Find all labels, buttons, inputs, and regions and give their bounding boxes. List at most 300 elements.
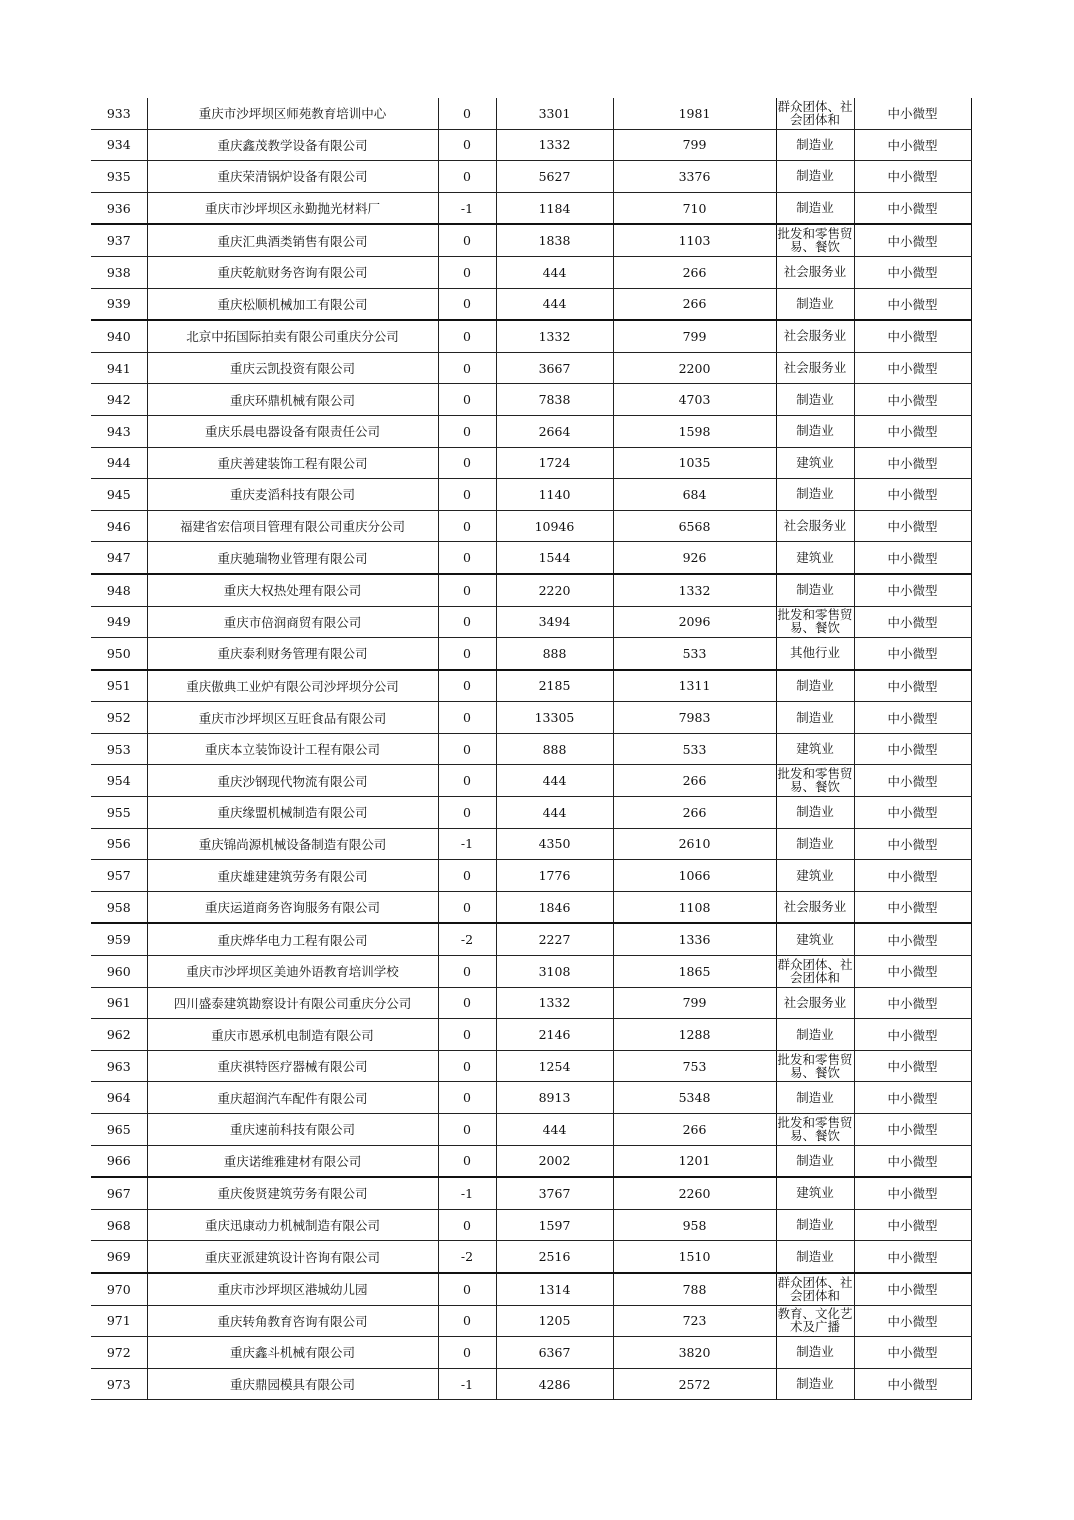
row-index-cell: 971	[91, 1305, 147, 1337]
value-change-cell: 0	[438, 987, 496, 1019]
table-row	[91, 733, 971, 765]
table-row	[91, 1177, 971, 1209]
deduction-cell: 6568	[613, 510, 776, 542]
table-row	[91, 860, 971, 892]
amount-cell: 444	[496, 256, 613, 288]
row-index-cell: 940	[91, 320, 147, 352]
value-change-cell: 0	[438, 797, 496, 829]
row-index-cell: 939	[91, 288, 147, 320]
amount-cell: 3767	[496, 1177, 613, 1209]
deduction-cell: 7983	[613, 702, 776, 734]
enterprise-type-cell: 中小微型	[854, 638, 971, 670]
deduction-cell: 266	[613, 256, 776, 288]
table-row	[91, 670, 971, 702]
row-index-cell: 942	[91, 384, 147, 416]
enterprise-type-cell: 中小微型	[854, 891, 971, 923]
company-name-cell: 重庆运道商务咨询服务有限公司	[147, 891, 438, 923]
company-name-cell: 重庆乐晨电器设备有限责任公司	[147, 415, 438, 447]
value-change-cell: 0	[438, 1114, 496, 1146]
table-row	[91, 352, 971, 384]
amount-cell: 888	[496, 733, 613, 765]
value-change-cell: 0	[438, 1305, 496, 1337]
row-index-cell: 955	[91, 797, 147, 829]
enterprise-type-cell: 中小微型	[854, 987, 971, 1019]
enterprise-type-cell: 中小微型	[854, 415, 971, 447]
company-name-cell: 重庆麦滔科技有限公司	[147, 479, 438, 511]
amount-cell: 1332	[496, 320, 613, 352]
deduction-cell: 266	[613, 797, 776, 829]
industry-text: 制造业	[796, 1152, 834, 1168]
industry-cell	[776, 1368, 854, 1400]
amount-cell: 888	[496, 638, 613, 670]
enterprise-type-cell: 中小微型	[854, 828, 971, 860]
value-change-cell: 0	[438, 320, 496, 352]
company-name-cell: 重庆善建装饰工程有限公司	[147, 447, 438, 479]
table-row	[91, 510, 971, 542]
table-row	[91, 1273, 971, 1305]
company-name-cell: 重庆鼎园模具有限公司	[147, 1368, 438, 1400]
value-change-cell: 0	[438, 129, 496, 161]
company-name-cell: 重庆祺特医疗器械有限公司	[147, 1050, 438, 1082]
company-name-cell: 重庆汇典酒类销售有限公司	[147, 224, 438, 256]
deduction-cell: 1103	[613, 224, 776, 256]
table-row	[91, 1305, 971, 1337]
amount-cell: 444	[496, 797, 613, 829]
enterprise-type-cell: 中小微型	[854, 956, 971, 988]
row-index-cell: 934	[91, 129, 147, 161]
value-change-cell: 0	[438, 1337, 496, 1369]
amount-cell: 1544	[496, 542, 613, 574]
amount-cell: 444	[496, 288, 613, 320]
industry-cell	[776, 638, 854, 670]
deduction-cell: 2096	[613, 606, 776, 638]
row-index-cell: 951	[91, 670, 147, 702]
industry-cell	[776, 479, 854, 511]
industry-cell	[776, 1209, 854, 1241]
industry-cell	[776, 891, 854, 923]
table-row	[91, 224, 971, 256]
industry-text: 制造业	[796, 1344, 834, 1360]
value-change-cell: 0	[438, 765, 496, 797]
company-name-cell: 重庆本立装饰设计工程有限公司	[147, 733, 438, 765]
industry-text: 教育、文化艺术及广播	[777, 1306, 853, 1335]
row-index-cell: 947	[91, 542, 147, 574]
amount-cell: 2220	[496, 574, 613, 606]
table-row	[91, 1050, 971, 1082]
amount-cell: 1846	[496, 891, 613, 923]
deduction-cell: 1981	[613, 98, 776, 129]
row-index-cell: 933	[91, 98, 147, 129]
value-change-cell: 0	[438, 288, 496, 320]
deduction-cell: 1035	[613, 447, 776, 479]
enterprise-type-cell: 中小微型	[854, 256, 971, 288]
deduction-cell: 753	[613, 1050, 776, 1082]
enterprise-type-cell: 中小微型	[854, 702, 971, 734]
amount-cell: 13305	[496, 702, 613, 734]
deduction-cell: 1066	[613, 860, 776, 892]
table-row	[91, 702, 971, 734]
enterprise-type-cell: 中小微型	[854, 98, 971, 129]
industry-text: 制造业	[796, 1026, 834, 1042]
industry-text: 制造业	[796, 1248, 834, 1264]
amount-cell: 444	[496, 1114, 613, 1146]
value-change-cell: -2	[438, 1241, 496, 1273]
industry-text: 建筑业	[796, 741, 834, 757]
amount-cell: 8913	[496, 1082, 613, 1114]
amount-cell: 2227	[496, 923, 613, 955]
deduction-cell: 266	[613, 1114, 776, 1146]
value-change-cell: -1	[438, 1368, 496, 1400]
industry-text: 社会服务业	[783, 899, 847, 915]
company-name-cell: 重庆傲典工业炉有限公司沙坪坝分公司	[147, 670, 438, 702]
company-name-cell: 重庆市沙坪坝区永勤抛光材料厂	[147, 192, 438, 224]
value-change-cell: 0	[438, 224, 496, 256]
row-index-cell: 943	[91, 415, 147, 447]
amount-cell: 2516	[496, 1241, 613, 1273]
table-row	[91, 415, 971, 447]
value-change-cell: -1	[438, 828, 496, 860]
row-index-cell: 964	[91, 1082, 147, 1114]
industry-cell	[776, 352, 854, 384]
table-body	[91, 98, 971, 1400]
industry-cell	[776, 1305, 854, 1337]
industry-cell	[776, 1050, 854, 1082]
company-name-cell: 重庆乾航财务咨询有限公司	[147, 256, 438, 288]
amount-cell: 4286	[496, 1368, 613, 1400]
data-sheet	[91, 98, 971, 1400]
table-row	[91, 891, 971, 923]
company-name-cell: 四川盛泰建筑勘察设计有限公司重庆分公司	[147, 987, 438, 1019]
industry-text: 社会服务业	[783, 264, 847, 280]
table-row	[91, 1114, 971, 1146]
row-index-cell: 968	[91, 1209, 147, 1241]
enterprise-type-cell: 中小微型	[854, 1368, 971, 1400]
company-name-cell: 重庆锦尚源机械设备制造有限公司	[147, 828, 438, 860]
enterprise-type-cell: 中小微型	[854, 320, 971, 352]
industry-text: 建筑业	[796, 549, 834, 565]
table-row	[91, 98, 971, 129]
row-index-cell: 969	[91, 1241, 147, 1273]
industry-text: 制造业	[796, 200, 834, 216]
industry-cell	[776, 161, 854, 193]
row-index-cell: 973	[91, 1368, 147, 1400]
company-name-cell: 重庆俊贤建筑劳务有限公司	[147, 1177, 438, 1209]
enterprise-type-cell: 中小微型	[854, 606, 971, 638]
table-row	[91, 956, 971, 988]
deduction-cell: 1865	[613, 956, 776, 988]
industry-text: 制造业	[796, 423, 834, 439]
value-change-cell: 0	[438, 256, 496, 288]
company-name-cell: 重庆松顺机械加工有限公司	[147, 288, 438, 320]
industry-cell	[776, 765, 854, 797]
table-row	[91, 765, 971, 797]
row-index-cell: 957	[91, 860, 147, 892]
table-row	[91, 638, 971, 670]
row-index-cell: 938	[91, 256, 147, 288]
company-name-cell: 重庆环鼎机械有限公司	[147, 384, 438, 416]
industry-cell	[776, 828, 854, 860]
enterprise-type-cell: 中小微型	[854, 510, 971, 542]
amount-cell: 7838	[496, 384, 613, 416]
value-change-cell: 0	[438, 670, 496, 702]
industry-cell	[776, 923, 854, 955]
industry-cell	[776, 288, 854, 320]
value-change-cell: 0	[438, 733, 496, 765]
value-change-cell: 0	[438, 1050, 496, 1082]
industry-cell	[776, 797, 854, 829]
company-name-cell: 重庆烨华电力工程有限公司	[147, 923, 438, 955]
enterprise-type-cell: 中小微型	[854, 1305, 971, 1337]
row-index-cell: 949	[91, 606, 147, 638]
row-index-cell: 958	[91, 891, 147, 923]
amount-cell: 2146	[496, 1019, 613, 1051]
enterprise-type-cell: 中小微型	[854, 224, 971, 256]
amount-cell: 1140	[496, 479, 613, 511]
amount-cell: 2664	[496, 415, 613, 447]
table-row	[91, 1145, 971, 1177]
company-name-cell: 重庆大权热处理有限公司	[147, 574, 438, 606]
deduction-cell: 684	[613, 479, 776, 511]
industry-text: 其他行业	[789, 645, 840, 661]
value-change-cell: 0	[438, 891, 496, 923]
enterprise-type-cell: 中小微型	[854, 479, 971, 511]
deduction-cell: 533	[613, 733, 776, 765]
industry-cell	[776, 987, 854, 1019]
table-row	[91, 828, 971, 860]
deduction-cell: 788	[613, 1273, 776, 1305]
industry-text: 制造业	[796, 582, 834, 598]
enterprise-type-cell: 中小微型	[854, 733, 971, 765]
amount-cell: 1332	[496, 987, 613, 1019]
company-name-cell: 重庆鑫斗机械有限公司	[147, 1337, 438, 1369]
table-row	[91, 923, 971, 955]
amount-cell: 2185	[496, 670, 613, 702]
industry-text: 制造业	[796, 1217, 834, 1233]
deduction-cell: 533	[613, 638, 776, 670]
amount-cell: 10946	[496, 510, 613, 542]
company-name-cell: 重庆缘盟机械制造有限公司	[147, 797, 438, 829]
industry-text: 制造业	[796, 168, 834, 184]
value-change-cell: 0	[438, 638, 496, 670]
row-index-cell: 954	[91, 765, 147, 797]
amount-cell: 3301	[496, 98, 613, 129]
company-name-cell: 重庆市倍润商贸有限公司	[147, 606, 438, 638]
value-change-cell: 0	[438, 98, 496, 129]
company-name-cell: 重庆驰瑞物业管理有限公司	[147, 542, 438, 574]
amount-cell: 6367	[496, 1337, 613, 1369]
industry-text: 制造业	[796, 295, 834, 311]
row-index-cell: 945	[91, 479, 147, 511]
company-name-cell: 重庆诺维雅建材有限公司	[147, 1145, 438, 1177]
industry-cell	[776, 129, 854, 161]
row-index-cell: 953	[91, 733, 147, 765]
industry-text: 社会服务业	[783, 994, 847, 1010]
table-row	[91, 606, 971, 638]
industry-cell	[776, 1273, 854, 1305]
industry-text: 制造业	[796, 391, 834, 407]
table-row	[91, 1337, 971, 1369]
table-row	[91, 447, 971, 479]
value-change-cell: 0	[438, 574, 496, 606]
amount-cell: 1314	[496, 1273, 613, 1305]
table-row	[91, 987, 971, 1019]
value-change-cell: 0	[438, 1019, 496, 1051]
industry-cell	[776, 1241, 854, 1273]
company-name-cell: 重庆超润汽车配件有限公司	[147, 1082, 438, 1114]
industry-cell	[776, 1019, 854, 1051]
industry-text: 群众团体、社会团体和	[777, 1274, 853, 1303]
amount-cell: 1724	[496, 447, 613, 479]
table-row	[91, 1082, 971, 1114]
row-index-cell: 952	[91, 702, 147, 734]
amount-cell: 3108	[496, 956, 613, 988]
value-change-cell: 0	[438, 447, 496, 479]
industry-cell	[776, 606, 854, 638]
deduction-cell: 1336	[613, 923, 776, 955]
industry-cell	[776, 447, 854, 479]
company-name-cell: 重庆亚派建筑设计咨询有限公司	[147, 1241, 438, 1273]
industry-cell	[776, 415, 854, 447]
industry-cell	[776, 192, 854, 224]
table-row	[91, 1368, 971, 1400]
enterprise-type-cell: 中小微型	[854, 1209, 971, 1241]
amount-cell: 2002	[496, 1145, 613, 1177]
deduction-cell: 2200	[613, 352, 776, 384]
value-change-cell: 0	[438, 1082, 496, 1114]
industry-text: 社会服务业	[783, 360, 847, 376]
amount-cell: 4350	[496, 828, 613, 860]
company-name-cell: 重庆沙钢现代物流有限公司	[147, 765, 438, 797]
deduction-cell: 723	[613, 1305, 776, 1337]
deduction-cell: 799	[613, 987, 776, 1019]
industry-text: 批发和零售贸易、餐饮	[777, 766, 853, 795]
table-row	[91, 288, 971, 320]
amount-cell: 3667	[496, 352, 613, 384]
table-row	[91, 574, 971, 606]
industry-cell	[776, 670, 854, 702]
row-index-cell: 965	[91, 1114, 147, 1146]
row-index-cell: 967	[91, 1177, 147, 1209]
company-name-cell: 福建省宏信项目管理有限公司重庆分公司	[147, 510, 438, 542]
enterprise-type-cell: 中小微型	[854, 384, 971, 416]
row-index-cell: 962	[91, 1019, 147, 1051]
deduction-cell: 4703	[613, 384, 776, 416]
industry-cell	[776, 1145, 854, 1177]
value-change-cell: 0	[438, 1273, 496, 1305]
company-name-cell: 重庆泰利财务管理有限公司	[147, 638, 438, 670]
industry-cell	[776, 1177, 854, 1209]
industry-text: 制造业	[796, 835, 834, 851]
deduction-cell: 5348	[613, 1082, 776, 1114]
value-change-cell: 0	[438, 860, 496, 892]
industry-text: 制造业	[796, 677, 834, 693]
industry-cell	[776, 320, 854, 352]
value-change-cell: -1	[438, 1177, 496, 1209]
table-row	[91, 161, 971, 193]
industry-cell	[776, 702, 854, 734]
row-index-cell: 960	[91, 956, 147, 988]
table-row	[91, 797, 971, 829]
enterprise-type-cell: 中小微型	[854, 447, 971, 479]
enterprise-type-cell: 中小微型	[854, 1177, 971, 1209]
industry-text: 群众团体、社会团体和	[777, 98, 853, 127]
industry-cell	[776, 860, 854, 892]
deduction-cell: 799	[613, 320, 776, 352]
company-name-cell: 重庆市沙坪坝区港城幼儿园	[147, 1273, 438, 1305]
row-index-cell: 944	[91, 447, 147, 479]
industry-cell	[776, 384, 854, 416]
company-name-cell: 重庆市沙坪坝区互旺食品有限公司	[147, 702, 438, 734]
enterprise-type-cell: 中小微型	[854, 574, 971, 606]
amount-cell: 1254	[496, 1050, 613, 1082]
value-change-cell: -1	[438, 192, 496, 224]
industry-text: 制造业	[796, 486, 834, 502]
company-name-cell: 重庆鑫茂教学设备有限公司	[147, 129, 438, 161]
industry-cell	[776, 574, 854, 606]
industry-text: 制造业	[796, 804, 834, 820]
industry-cell	[776, 733, 854, 765]
enterprise-type-cell: 中小微型	[854, 1019, 971, 1051]
amount-cell: 5627	[496, 161, 613, 193]
company-table	[91, 98, 972, 1400]
company-name-cell: 重庆市沙坪坝区美迪外语教育培训学校	[147, 956, 438, 988]
value-change-cell: 0	[438, 542, 496, 574]
company-name-cell: 北京中拓国际拍卖有限公司重庆分公司	[147, 320, 438, 352]
deduction-cell: 1311	[613, 670, 776, 702]
value-change-cell: 0	[438, 1209, 496, 1241]
row-index-cell: 946	[91, 510, 147, 542]
industry-cell	[776, 1082, 854, 1114]
table-row	[91, 384, 971, 416]
company-name-cell: 重庆市恩承机电制造有限公司	[147, 1019, 438, 1051]
row-index-cell: 972	[91, 1337, 147, 1369]
table-row	[91, 1241, 971, 1273]
enterprise-type-cell: 中小微型	[854, 288, 971, 320]
deduction-cell: 1598	[613, 415, 776, 447]
row-index-cell: 966	[91, 1145, 147, 1177]
industry-text: 制造业	[796, 1089, 834, 1105]
table-row	[91, 256, 971, 288]
row-index-cell: 935	[91, 161, 147, 193]
industry-cell	[776, 1114, 854, 1146]
enterprise-type-cell: 中小微型	[854, 161, 971, 193]
industry-text: 批发和零售贸易、餐饮	[777, 607, 853, 636]
table-row	[91, 479, 971, 511]
industry-text: 批发和零售贸易、餐饮	[777, 1051, 853, 1080]
deduction-cell: 1510	[613, 1241, 776, 1273]
row-index-cell: 961	[91, 987, 147, 1019]
company-name-cell: 重庆迅康动力机械制造有限公司	[147, 1209, 438, 1241]
table-row	[91, 320, 971, 352]
industry-cell	[776, 98, 854, 129]
value-change-cell: 0	[438, 352, 496, 384]
deduction-cell: 1332	[613, 574, 776, 606]
industry-text: 社会服务业	[783, 518, 847, 534]
deduction-cell: 3820	[613, 1337, 776, 1369]
deduction-cell: 926	[613, 542, 776, 574]
deduction-cell: 1201	[613, 1145, 776, 1177]
deduction-cell: 3376	[613, 161, 776, 193]
value-change-cell: 0	[438, 161, 496, 193]
enterprise-type-cell: 中小微型	[854, 1082, 971, 1114]
industry-text: 制造业	[796, 1376, 834, 1392]
amount-cell: 1332	[496, 129, 613, 161]
amount-cell: 1838	[496, 224, 613, 256]
table-row	[91, 129, 971, 161]
row-index-cell: 937	[91, 224, 147, 256]
row-index-cell: 936	[91, 192, 147, 224]
row-index-cell: 941	[91, 352, 147, 384]
